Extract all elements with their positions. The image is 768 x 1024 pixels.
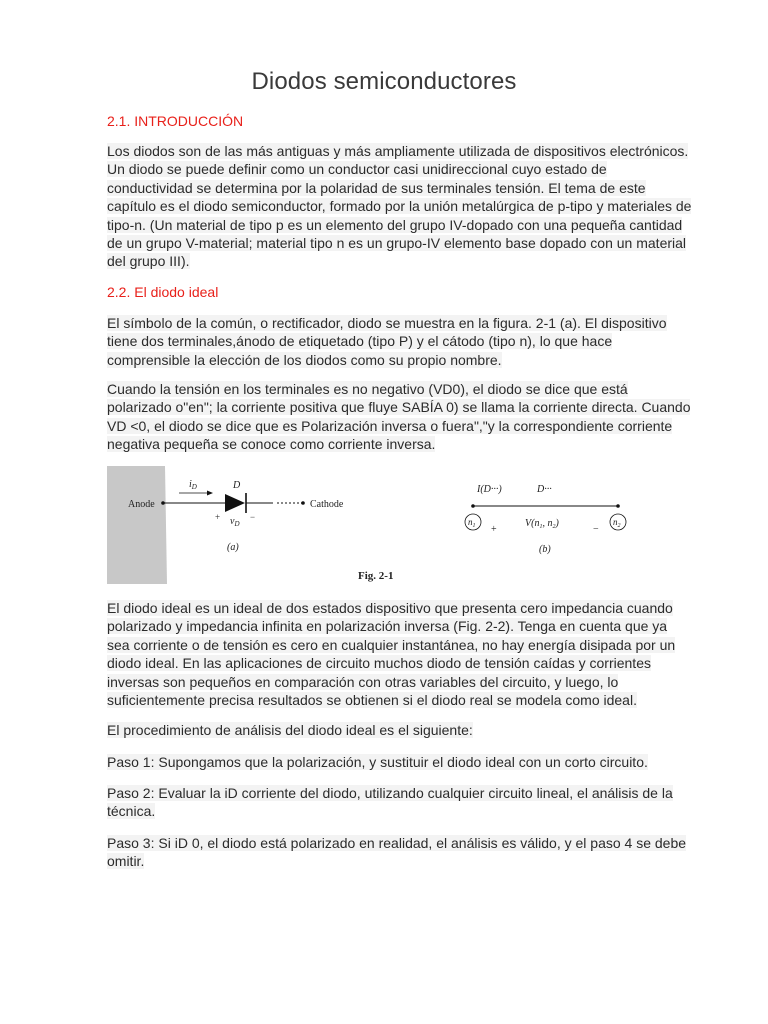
- paragraph-line: Cuando la tensión en los terminales es no negativo (VD0), el diodo se dice que está: [107, 381, 628, 397]
- procedure-intro: [107, 721, 667, 739]
- current-arrow-head: [207, 491, 213, 496]
- diode-triangle: [225, 494, 245, 512]
- paragraph-line: Los diodos son de las más antiguas y más ampliamente utilizada de dispositivos electrónicos.: [107, 143, 689, 159]
- intro-paragraph: [107, 142, 692, 271]
- paragraph-line: del grupo III).: [107, 253, 190, 270]
- paragraph-line: diodo ideal. En las aplicaciones de circuito muchos diodo de tensión caídas y corrientes: [107, 655, 651, 672]
- paragraph-line: Un diodo se puede definir como un conductor casi unidireccional cuyo estado de: [107, 161, 607, 178]
- node-n1-label: $n_1$: [468, 517, 476, 529]
- diode-figure-svg: [107, 462, 667, 590]
- paragraph-line: suficientemente precisa resultados se obtienen si el diodo real se modela como ideal.: [107, 692, 637, 709]
- paragraph-line: polarizado y impedancia infinita en polarización inversa (Fig. 2-2). Tenga en cuenta que ya: [107, 618, 668, 635]
- minus-sign: −: [250, 512, 256, 522]
- voltage-label: $v_D$: [230, 516, 240, 528]
- paragraph-line: inversas son pequeños en comparación con otras variables del circuito, y luego, lo: [107, 673, 619, 690]
- scan-shadow: [107, 466, 167, 584]
- paragraph-line: tipo-n. (Un material de tipo p es un elemento del grupo IV-dopado con una pequeña cantidad: [107, 216, 683, 233]
- paragraph-line: VD <0, el diodo se dice que es Polarización inversa o fuera","y la correspondiente corriente: [107, 417, 673, 434]
- paragraph-line: negativa pequeña se conoce como corriente inversa.: [107, 436, 436, 453]
- paragraph-line: sea corriente o de tensión es cero en cualquier instantánea, no hay energía disipada por un: [107, 636, 676, 653]
- paragraph-line: El procedimiento de análisis del diodo ideal es el siguiente:: [107, 722, 473, 738]
- paragraph-line: El diodo ideal es un ideal de dos estados dispositivo que presenta cero impedancia cuando: [107, 600, 673, 616]
- paragraph-line: polarizado o"en"; la corriente positiva que fluye SABÍA 0) se llama la corriente directa. Cuando: [107, 399, 691, 416]
- diode-label: D: [233, 480, 241, 491]
- b-right-terminal: [616, 504, 620, 508]
- section-heading-diodo-ideal: 2.2. El diodo ideal: [107, 284, 219, 300]
- step-1: [107, 753, 667, 771]
- b-voltage-label: $V(n_1$, $n_2$): [525, 518, 559, 530]
- plus-sign: +: [215, 512, 221, 522]
- paragraph-line: Paso 2: Evaluar la iD corriente del diodo, utilizando cualquier circuito lineal, el análisis de la: [107, 785, 673, 801]
- figure-caption: Fig. 2-1: [358, 570, 394, 582]
- cathode-terminal: [301, 501, 305, 505]
- ideal-diode-paragraph: [107, 599, 676, 709]
- paragraph-line: Paso 1: Supongamos que la polarización, y sustituir el diodo ideal con un corto circuito.: [107, 754, 648, 770]
- node-n2-label: $n_2$: [613, 517, 621, 529]
- paragraph-line: Paso 3: Si iD 0, el diodo está polarizado en realidad, el análisis es válido, y el paso 4 se debe: [107, 835, 687, 851]
- anode-label: Anode: [128, 499, 155, 510]
- paragraph-line: El símbolo de la común, o rectificador, diodo se muestra en la figura. 2-1 (a). El dispositivo: [107, 315, 667, 331]
- b-plus-sign: +: [491, 524, 497, 535]
- tension-paragraph: [107, 380, 691, 454]
- paragraph-line: comprensible la elección de los diodos como su propio nombre.: [107, 351, 502, 368]
- paragraph-line: de un grupo V-material; material tipo n es un grupo-IV elemento base dopado con un material: [107, 235, 687, 252]
- step-2: [107, 784, 673, 821]
- paragraph-line: tiene dos terminales,ánodo de etiquetado (tipo P) y el cátodo (tipo n), lo que hace: [107, 333, 613, 350]
- b-minus-sign: −: [593, 524, 599, 535]
- section-heading-introduccion: 2.1. INTRODUCCIÓN: [107, 113, 244, 129]
- cathode-label: Cathode: [310, 499, 344, 510]
- paragraph-line: técnica.: [107, 803, 156, 820]
- paragraph-line: capítulo es el diodo semiconductor, formado por la unión metalúrgica de p-tipo y materiales de: [107, 198, 692, 215]
- figure-2-1: [107, 462, 667, 590]
- panel-a-label: (a): [227, 542, 239, 553]
- b-current-label: I(D···): [477, 484, 502, 495]
- symbol-paragraph: [107, 314, 667, 369]
- paragraph-line: omitir.: [107, 853, 145, 870]
- panel-b-label: (b): [539, 544, 551, 555]
- step-3: [107, 834, 687, 871]
- page-title: Diodos semiconductores: [251, 68, 517, 95]
- b-diode-label: D···: [537, 484, 552, 495]
- current-label: $i_D$: [189, 479, 197, 491]
- paragraph-line: conductividad se determina por la polaridad de sus terminales tensión. El tema de este: [107, 179, 646, 196]
